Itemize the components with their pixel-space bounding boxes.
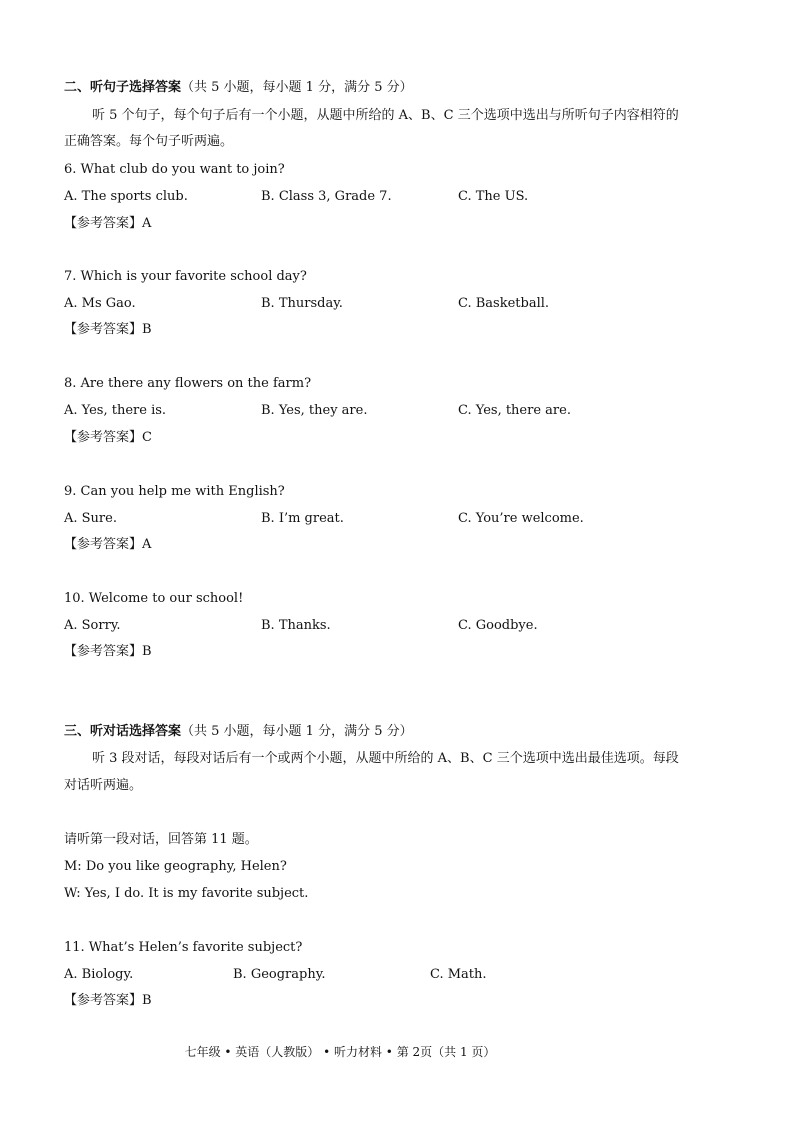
section3-heading xyxy=(64,724,413,740)
question-11: 11. What’s Helen’s favorite subject? xyxy=(64,940,303,955)
section2-instruction-line1: 听 5 个句子，每个句子后有一个小题，从题中所给的 A、B、C 三个选项中选出与所听句子内容相符的 xyxy=(92,108,679,123)
q7-option-a: A. Ms Gao. xyxy=(64,296,136,311)
dialog1-woman-line: W: Yes, I do. It is my favorite subject. xyxy=(64,886,309,901)
section3-heading-title: 三、听对话选择答案 xyxy=(64,724,182,739)
section2-heading xyxy=(64,80,413,96)
q7-answer: 【参考答案】B xyxy=(64,322,152,337)
q9-option-b: B. I’m great. xyxy=(261,511,344,526)
section3-instruction-line1: 听 3 段对话，每段对话后有一个或两个小题，从题中所给的 A、B、C 三个选项中选出最佳选项。每段 xyxy=(92,751,679,766)
dialog1-intro: 请听第一段对话，回答第 11 题。 xyxy=(64,832,258,847)
section3-instruction-line2: 对话听两遍。 xyxy=(64,778,143,793)
question-10: 10. Welcome to our school! xyxy=(64,591,244,606)
q6-option-a: A. The sports club. xyxy=(64,189,188,204)
section2-heading-score: （共 5 小题，每小题 1 分，满分 5 分） xyxy=(181,80,413,95)
q6-option-b: B. Class 3, Grade 7. xyxy=(261,189,392,204)
question-6: 6. What club do you want to join? xyxy=(64,162,285,177)
q9-option-a: A. Sure. xyxy=(64,511,117,526)
q11-option-a: A. Biology. xyxy=(64,967,134,982)
question-7: 7. Which is your favorite school day? xyxy=(64,269,307,284)
q11-option-b: B. Geography. xyxy=(233,967,326,982)
q8-option-b: B. Yes, they are. xyxy=(261,403,368,418)
dialog1-man-line: M: Do you like geography, Helen? xyxy=(64,859,287,874)
q9-option-c: C. You’re welcome. xyxy=(458,511,584,526)
section2-heading-title: 二、听句子选择答案 xyxy=(64,80,182,95)
q8-option-c: C. Yes, there are. xyxy=(458,403,571,418)
q9-answer: 【参考答案】A xyxy=(64,537,152,552)
q11-option-c: C. Math. xyxy=(430,967,487,982)
q8-answer: 【参考答案】C xyxy=(64,430,152,445)
question-8: 8. Are there any flowers on the farm? xyxy=(64,376,312,391)
question-9: 9. Can you help me with English? xyxy=(64,484,285,499)
q7-option-c: C. Basketball. xyxy=(458,296,550,311)
section3-heading-score: （共 5 小题，每小题 1 分，满分 5 分） xyxy=(181,724,413,739)
q6-option-c: C. The US. xyxy=(458,189,529,204)
q10-option-c: C. Goodbye. xyxy=(458,618,538,633)
section2-instruction-line2: 正确答案。每个句子听两遍。 xyxy=(64,134,234,149)
q10-answer: 【参考答案】B xyxy=(64,644,152,659)
q10-option-a: A. Sorry. xyxy=(64,618,121,633)
q6-answer: 【参考答案】A xyxy=(64,216,152,231)
q8-option-a: A. Yes, there is. xyxy=(64,403,167,418)
q10-option-b: B. Thanks. xyxy=(261,618,331,633)
q11-answer: 【参考答案】B xyxy=(64,993,152,1008)
q7-option-b: B. Thursday. xyxy=(261,296,343,311)
page-footer: 七年级 • 英语（人教版） • 听力材料 • 第 2页（共 1 页） xyxy=(184,1045,496,1059)
